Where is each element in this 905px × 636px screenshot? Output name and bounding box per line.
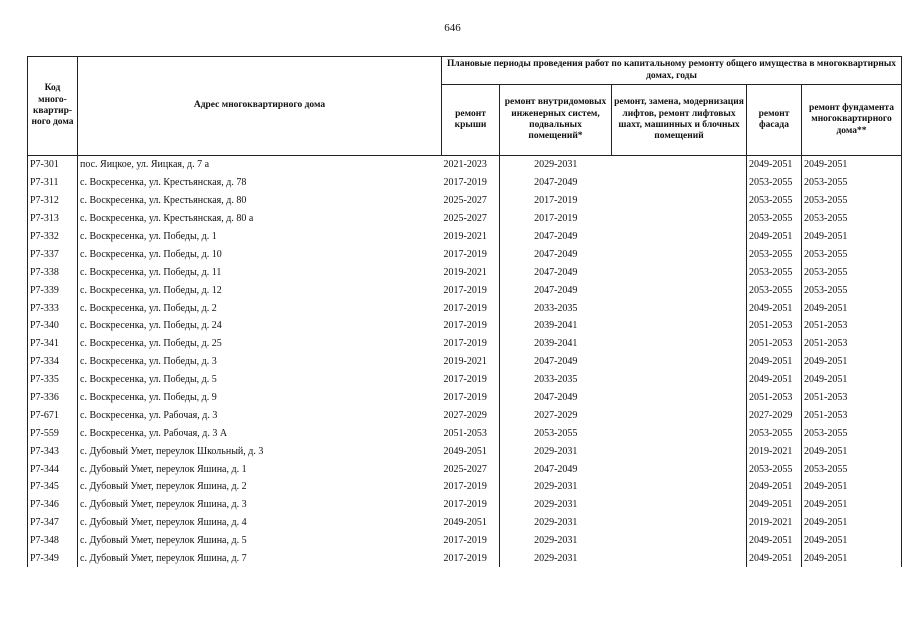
cell-facade: 2051-2053	[747, 389, 802, 407]
cell-foundation: 2049-2051	[802, 353, 902, 371]
table-row	[28, 389, 902, 407]
cell-lifts	[612, 478, 747, 496]
cell-code: Р7-343	[28, 442, 78, 460]
cell-facade: 2053-2055	[747, 192, 802, 210]
cell-systems: 2029-2031	[500, 442, 612, 460]
cell-systems: 2047-2049	[500, 281, 612, 299]
cell-lifts	[612, 156, 747, 174]
cell-facade: 2049-2051	[747, 299, 802, 317]
cell-code: Р7-336	[28, 389, 78, 407]
cell-systems: 2029-2031	[500, 156, 612, 174]
table-row	[28, 371, 902, 389]
cell-address: с. Воскресенка, ул. Крестьянская, д. 80 а	[78, 210, 442, 228]
cell-facade: 2049-2051	[747, 496, 802, 514]
cell-address: с. Воскресенка, ул. Победы, д. 24	[78, 317, 442, 335]
cell-foundation: 2053-2055	[802, 210, 902, 228]
cell-roof: 2017-2019	[443, 320, 487, 332]
cell-facade: 2053-2055	[747, 281, 802, 299]
table-row	[28, 299, 902, 317]
cell-foundation: 2049-2051	[802, 496, 902, 514]
cell-roof: 2017-2019	[443, 553, 487, 565]
cell-foundation: 2051-2053	[802, 335, 902, 353]
cell-lifts	[612, 228, 747, 246]
cell-roof: 2025-2027	[443, 195, 487, 207]
cell-code: Р7-559	[28, 424, 78, 442]
cell-address: с. Воскресенка, ул. Победы, д. 11	[78, 263, 442, 281]
cell-address: с. Воскресенка, ул. Победы, д. 3	[78, 353, 442, 371]
cell-code: Р7-301	[28, 156, 78, 174]
cell-foundation: 2049-2051	[802, 371, 902, 389]
table-row	[28, 263, 902, 281]
cell-code: Р7-313	[28, 210, 78, 228]
cell-facade: 2049-2051	[747, 156, 802, 174]
cell-foundation: 2049-2051	[802, 156, 902, 174]
cell-lifts	[612, 460, 747, 478]
table-row	[28, 550, 902, 568]
cell-roof: 2051-2053	[443, 427, 487, 439]
cell-lifts	[612, 245, 747, 263]
cell-roof: 2019-2021	[443, 356, 487, 368]
cell-facade: 2049-2051	[747, 550, 802, 568]
table-row	[28, 192, 902, 210]
cell-facade: 2049-2051	[747, 353, 802, 371]
cell-systems: 2047-2049	[500, 228, 612, 246]
cell-roof: 2019-2021	[443, 231, 487, 242]
cell-lifts	[612, 514, 747, 532]
cell-code: Р7-339	[28, 281, 78, 299]
cell-facade: 2051-2053	[747, 335, 802, 353]
table-row	[28, 210, 902, 228]
cell-roof: 2021-2023	[443, 159, 487, 171]
cell-facade: 2053-2055	[747, 174, 802, 192]
cell-foundation: 2053-2055	[802, 263, 902, 281]
cell-systems: 2017-2019	[500, 192, 612, 210]
cell-lifts	[612, 550, 747, 568]
header-code: Код много-квартир-ного дома	[28, 57, 78, 156]
cell-foundation: 2051-2053	[802, 406, 902, 424]
table-row	[28, 156, 902, 174]
table-row	[28, 460, 902, 478]
cell-facade: 2019-2021	[747, 514, 802, 532]
cell-address: с. Дубовый Умет, переулок Яшина, д. 4	[78, 514, 442, 532]
cell-foundation: 2053-2055	[802, 192, 902, 210]
cell-roof: 2049-2051	[443, 445, 487, 457]
cell-lifts	[612, 335, 747, 353]
cell-systems: 2047-2049	[500, 245, 612, 263]
cell-roof: 2017-2019	[443, 177, 487, 189]
cell-systems: 2039-2041	[500, 317, 612, 335]
cell-lifts	[612, 263, 747, 281]
cell-systems: 2029-2031	[500, 478, 612, 496]
cell-foundation: 2049-2051	[802, 514, 902, 532]
header-facade: ремонт фасада	[747, 85, 802, 156]
cell-address: с. Дубовый Умет, переулок Яшина, д. 1	[78, 460, 442, 478]
cell-foundation: 2053-2055	[802, 174, 902, 192]
cell-roof: 2049-2051	[443, 517, 487, 529]
cell-code: Р7-335	[28, 371, 78, 389]
cell-code: Р7-340	[28, 317, 78, 335]
cell-facade: 2049-2051	[747, 478, 802, 496]
cell-address: с. Дубовый Умет, переулок Яшина, д. 3	[78, 496, 442, 514]
cell-systems: 2027-2029	[500, 406, 612, 424]
cell-facade: 2053-2055	[747, 245, 802, 263]
header-periods: Плановые периоды проведения работ по капитальному ремонту общего имущества в многоквартирных домах, годы	[442, 57, 902, 85]
cell-roof: 2025-2027	[443, 463, 487, 475]
cell-foundation: 2049-2051	[802, 228, 902, 246]
cell-address: с. Дубовый Умет, переулок Яшина, д. 2	[78, 478, 442, 496]
cell-lifts	[612, 406, 747, 424]
cell-address: с. Дубовый Умет, переулок Яшина, д. 7	[78, 550, 442, 568]
cell-foundation: 2049-2051	[802, 478, 902, 496]
cell-roof: 2017-2019	[443, 481, 487, 493]
table-row	[28, 335, 902, 353]
cell-address: с. Воскресенка, ул. Крестьянская, д. 80	[78, 192, 442, 210]
cell-systems: 2029-2031	[500, 550, 612, 568]
cell-code: Р7-311	[28, 174, 78, 192]
cell-facade: 2019-2021	[747, 442, 802, 460]
table-row	[28, 174, 902, 192]
cell-lifts	[612, 389, 747, 407]
table-row	[28, 514, 902, 532]
cell-code: Р7-348	[28, 532, 78, 550]
table-row	[28, 442, 902, 460]
cell-systems: 2047-2049	[500, 174, 612, 192]
table-row	[28, 424, 902, 442]
table-row	[28, 406, 902, 424]
cell-roof: 2017-2019	[443, 338, 487, 350]
cell-address: с. Воскресенка, ул. Победы, д. 1	[78, 228, 442, 246]
cell-code: Р7-333	[28, 299, 78, 317]
cell-code: Р7-337	[28, 245, 78, 263]
cell-roof: 2017-2019	[443, 248, 487, 260]
cell-address: с. Воскресенка, ул. Крестьянская, д. 78	[78, 174, 442, 192]
cell-systems: 2033-2035	[500, 299, 612, 317]
cell-systems: 2047-2049	[500, 353, 612, 371]
cell-facade: 2049-2051	[747, 228, 802, 246]
cell-foundation: 2051-2053	[802, 389, 902, 407]
table-row	[28, 532, 902, 550]
cell-code: Р7-345	[28, 478, 78, 496]
table-header	[28, 57, 902, 156]
cell-systems: 2033-2035	[500, 371, 612, 389]
header-systems: ремонт внутридомовых инженерных систем, подвальных помещений*	[500, 85, 612, 156]
cell-roof: 2017-2019	[443, 374, 487, 386]
table-row	[28, 228, 902, 246]
cell-code: Р7-347	[28, 514, 78, 532]
cell-facade: 2049-2051	[747, 532, 802, 550]
table-row	[28, 281, 902, 299]
capital-repair-table	[27, 56, 902, 567]
cell-facade: 2053-2055	[747, 263, 802, 281]
cell-facade: 2053-2055	[747, 210, 802, 228]
cell-lifts	[612, 210, 747, 228]
cell-facade: 2027-2029	[747, 406, 802, 424]
cell-facade: 2053-2055	[747, 460, 802, 478]
cell-lifts	[612, 192, 747, 210]
cell-roof: 2017-2019	[443, 392, 487, 404]
cell-address: с. Воскресенка, ул. Победы, д. 10	[78, 245, 442, 263]
cell-lifts	[612, 496, 747, 514]
cell-code: Р7-334	[28, 353, 78, 371]
cell-lifts	[612, 532, 747, 550]
table-row	[28, 478, 902, 496]
cell-foundation: 2053-2055	[802, 281, 902, 299]
cell-lifts	[612, 371, 747, 389]
cell-roof: 2017-2019	[443, 535, 487, 547]
cell-address: с. Воскресенка, ул. Победы, д. 25	[78, 335, 442, 353]
table-row	[28, 245, 902, 263]
cell-facade: 2053-2055	[747, 424, 802, 442]
cell-facade: 2051-2053	[747, 317, 802, 335]
cell-foundation: 2049-2051	[802, 550, 902, 568]
cell-lifts	[612, 299, 747, 317]
cell-systems: 2053-2055	[500, 424, 612, 442]
cell-address: с. Воскресенка, ул. Победы, д. 12	[78, 281, 442, 299]
cell-code: Р7-349	[28, 550, 78, 568]
cell-address: с. Воскресенка, ул. Победы, д. 5	[78, 371, 442, 389]
table-row	[28, 496, 902, 514]
cell-foundation: 2051-2053	[802, 317, 902, 335]
cell-address: с. Дубовый Умет, переулок Школьный, д. 3	[78, 442, 442, 460]
cell-roof: 2017-2019	[443, 499, 487, 511]
table-body	[28, 156, 902, 568]
cell-lifts	[612, 281, 747, 299]
table-row	[28, 353, 902, 371]
cell-foundation: 2049-2051	[802, 442, 902, 460]
cell-foundation: 2049-2051	[802, 299, 902, 317]
cell-systems: 2017-2019	[500, 210, 612, 228]
header-roof: ремонт крыши	[442, 85, 500, 156]
cell-roof: 2017-2019	[443, 284, 487, 296]
cell-systems: 2047-2049	[500, 389, 612, 407]
cell-foundation: 2053-2055	[802, 245, 902, 263]
cell-code: Р7-344	[28, 460, 78, 478]
cell-systems: 2029-2031	[500, 514, 612, 532]
cell-lifts	[612, 442, 747, 460]
cell-code: Р7-312	[28, 192, 78, 210]
cell-address: пос. Яицкое, ул. Яицкая, д. 7 а	[78, 156, 442, 174]
cell-facade: 2049-2051	[747, 371, 802, 389]
cell-systems: 2039-2041	[500, 335, 612, 353]
cell-code: Р7-341	[28, 335, 78, 353]
cell-systems: 2047-2049	[500, 460, 612, 478]
cell-address: с. Воскресенка, ул. Победы, д. 2	[78, 299, 442, 317]
cell-lifts	[612, 317, 747, 335]
page-number: 646	[444, 22, 461, 34]
cell-roof: 2025-2027	[443, 213, 487, 225]
cell-address: с. Воскресенка, ул. Рабочая, д. 3	[78, 406, 442, 424]
cell-roof: 2019-2021	[443, 266, 487, 278]
cell-roof: 2017-2019	[443, 302, 487, 314]
cell-foundation: 2053-2055	[802, 424, 902, 442]
cell-address: с. Дубовый Умет, переулок Яшина, д. 5	[78, 532, 442, 550]
header-address: Адрес многоквартирного дома	[78, 57, 442, 156]
cell-systems: 2029-2031	[500, 496, 612, 514]
cell-code: Р7-346	[28, 496, 78, 514]
table-row	[28, 317, 902, 335]
cell-code: Р7-338	[28, 263, 78, 281]
cell-systems: 2029-2031	[500, 532, 612, 550]
cell-code: Р7-332	[28, 228, 78, 246]
cell-lifts	[612, 353, 747, 371]
cell-code: Р7-671	[28, 406, 78, 424]
cell-address: с. Воскресенка, ул. Рабочая, д. 3 А	[78, 424, 442, 442]
cell-foundation: 2049-2051	[802, 532, 902, 550]
cell-address: с. Воскресенка, ул. Победы, д. 9	[78, 389, 442, 407]
cell-lifts	[612, 174, 747, 192]
cell-foundation: 2053-2055	[802, 460, 902, 478]
header-lifts: ремонт, замена, модернизация лифтов, ремонт лифтовых шахт, машинных и блочных помещений	[612, 85, 747, 156]
cell-roof: 2027-2029	[443, 409, 487, 421]
cell-lifts	[612, 424, 747, 442]
cell-systems: 2047-2049	[500, 263, 612, 281]
header-foundation: ремонт фундамента многоквартирного дома**	[802, 85, 902, 156]
